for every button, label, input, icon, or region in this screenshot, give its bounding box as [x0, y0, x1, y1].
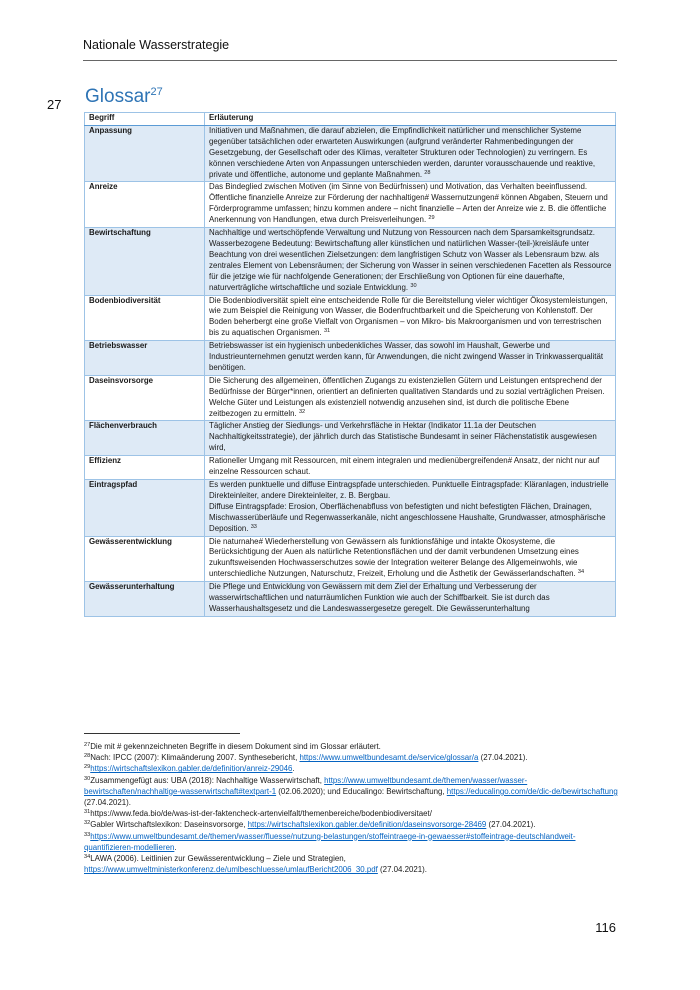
description-paragraph: [209, 582, 612, 615]
footnote-ref[interactable]: 28: [424, 169, 431, 176]
description-text: Die Sicherung des allgemeinen, öffentlichen Zugangs zu existenziellen Gütern und Leistungen entsprechend der Bedürfnisse der Bürger*innen, orientiert an definierten qualitativen Standards und zu sozial verträglichen Preisen. Welche Güter und Leistungen als existenziell notwendig anzusehen sind, ist durch die politische Ebene zeitbezogen zu ermitteln.: [209, 375, 605, 418]
footnote: [84, 752, 618, 763]
description-text: Die Bodenbiodiversität spielt eine entscheidende Rolle für die Bereitstellung vieler wichtiger Ökosystemleistungen, wie zum Beispiel die Reinigung von Wasser, die Bodenfruchtbarkeit und die Speicherung von Kohlenstoff. Der Boden beherbergt eine große Vielfalt von Organismen – von Mikro- bis Makroorganismen und von terrestrischen bis zu aquatischen Organismen.: [209, 295, 608, 338]
glossary-description: [205, 536, 616, 582]
glossary-description: [205, 421, 616, 456]
glossary-description: [205, 182, 616, 228]
footnote: [84, 763, 618, 774]
glossary-header-row: [85, 113, 616, 126]
footnote-text: (02.06.2020); und Educalingo: Bewirtschaftung,: [276, 786, 447, 796]
glossary-description: [205, 456, 616, 480]
page-number: 116: [595, 920, 616, 935]
description-text: Es werden punktuelle und diffuse Eintragspfade unterschieden. Punktuelle Eintragspfade: Kläranlagen, industrielle Direkteinleiter, andere Direkteinleiter, z. B. Bergbau.: [209, 480, 609, 500]
description-paragraph: [209, 376, 612, 420]
footnote-number: 30: [84, 775, 91, 782]
glossary-description: [205, 582, 616, 617]
description-text: Die Pflege und Entwicklung von Gewässern mit dem Ziel der Erhaltung und Verbesserung der wasserwirtschaftlichen und naturräumlichen Funktion wie auch der Schiffbarkeit. Sie ist durch das Wasserhaushaltsgesetz und die Landeswassergesetze geregelt. Die Gewässerunterhaltung: [209, 582, 550, 613]
footnote-link[interactable]: https://wirtschaftslexikon.gabler.de/definition/anreiz-29046: [90, 764, 293, 774]
footnote-text: Gabler Wirtschaftslexikon: Daseinsvorsorge,: [90, 820, 248, 830]
glossary-description: [205, 228, 616, 295]
footnote-number: 32: [84, 820, 91, 827]
footnote-link[interactable]: https://www.umweltbundesamt.de/themen/wasser/fluesse/nutzung-belastungen/stoffeintraege-in-gewaesser#stoffeintrage-deutschlandweit-quantifizieren-modellieren: [84, 831, 576, 852]
footnote: [84, 741, 618, 752]
glossary-row: [85, 536, 616, 582]
glossary-row: [85, 341, 616, 376]
description-paragraph: [209, 421, 612, 454]
glossary-description: [205, 125, 616, 182]
footnote-text: (27.04.2021).: [84, 798, 131, 808]
glossary-table: [84, 112, 616, 617]
footnote-ref[interactable]: 34: [577, 569, 585, 576]
glossary-term: Gewässerunterhaltung: [85, 582, 205, 617]
footnotes: [84, 741, 618, 875]
footnote-link[interactable]: https://www.umweltbundesamt.de/service/glossar/a: [299, 753, 479, 763]
footnote-text: Zusammengefügt aus: UBA (2018): Nachhaltige Wasserwirtschaft,: [90, 775, 325, 785]
glossary-term: Gewässerentwicklung: [85, 536, 205, 582]
description-paragraph: [209, 228, 612, 239]
glossary-description: [205, 480, 616, 537]
glossary-row: [85, 228, 616, 295]
footnote-text: .: [174, 842, 177, 852]
footnote-text: Nach: IPCC (2007): Klimaänderung 2007. Synthesebericht,: [90, 753, 300, 763]
running-header: Nationale Wasserstrategie: [83, 38, 230, 52]
description-text: Rationeller Umgang mit Ressourcen, mit einem integralen und medienübergreifenden# Ansatz, der nicht nur auf einzelne Ressourcen schaut.: [209, 456, 600, 477]
description-paragraph: [209, 456, 612, 478]
section-title-footnote-ref[interactable]: 27: [150, 86, 163, 98]
glossary-description: [205, 375, 616, 421]
description-paragraph: [209, 341, 612, 374]
glossary-row: [85, 456, 616, 480]
section-title-text: Glossar: [85, 86, 151, 107]
footnote-text: .: [292, 764, 295, 774]
column-header-term: Begriff: [85, 113, 205, 126]
footnote-number: 29: [84, 764, 91, 771]
footnote-number: 27: [84, 742, 91, 748]
glossary-row: [85, 421, 616, 456]
section-title: [85, 86, 163, 108]
footnote-number: 31: [84, 809, 91, 816]
glossary-term: Flächenverbrauch: [85, 421, 205, 456]
footnote: [84, 819, 618, 830]
description-text: Nachhaltige und wertschöpfende Verwaltung und Nutzung von Ressourcen nach dem Sparsamkeitsgrundsatz.: [209, 228, 595, 238]
glossary-row: [85, 480, 616, 537]
footnote: [84, 853, 618, 875]
footnote-text: https://www.feda.bio/de/was-ist-der-faktencheck-artenvielfalt/themenbereiche/bodenbiodiversitaet/: [90, 809, 432, 819]
description-text: Die naturnahe# Wiederherstellung von Gewässern als funktionsfähige und intakte Ökosysteme, die Berücksichtigung der Auen als natürliche Retentionsflächen und der damit verbundenen Umsetzung eines zukunftsweisenden Hochwasserschutzes sowie der Integration weiterer Belange des Allgemeinwohls, wie unterschiedliche Nutzungen, Naturschutz, Freizeit, Erholung und die Ästhetik der Gewässerlandschaften.: [209, 536, 579, 579]
description-paragraph: [209, 126, 612, 181]
glossary-row: [85, 375, 616, 421]
description-paragraph: [209, 239, 612, 294]
footnote-text: (27.04.2021).: [486, 820, 536, 830]
footnote-divider: [84, 733, 240, 734]
description-paragraph: [209, 537, 612, 581]
footnote-ref[interactable]: 30: [410, 282, 417, 289]
glossary-body: [85, 125, 616, 616]
footnote-text: LAWA (2006). Leitlinien zur Gewässerentwicklung – Ziele und Strategien,: [90, 854, 346, 864]
footnote-link[interactable]: https://educalingo.com/de/dic-de/bewirtschaftung: [446, 786, 618, 796]
footnote-link[interactable]: https://wirtschaftslexikon.gabler.de/definition/daseinsvorsorge-28469: [247, 820, 487, 830]
glossary-row: [85, 582, 616, 617]
footnote-text: (27.04.2021).: [377, 865, 427, 875]
description-text: Betriebswasser ist ein hygienisch unbedenkliches Wasser, das sowohl im Haushalt, Gewerbe und Industrieunternehmen genutzt werden kann, für Anwendungen, die nicht zwingend Wasser in Trinkwasserqualität benötigen.: [209, 341, 604, 372]
footnote-text: Die mit # gekennzeichneten Begriffe in diesem Dokument sind im Glossar erläutert.: [90, 742, 381, 751]
glossary-term: Effizienz: [85, 456, 205, 480]
footnote-link[interactable]: https://www.umweltbundesamt.de/themen/wasser/wasser-bewirtschaften/nachhaltige-wasserwirtschaft#textpart-1: [84, 775, 528, 796]
glossary-description: [205, 341, 616, 376]
description-paragraph: [209, 480, 612, 502]
glossary-row: [85, 295, 616, 341]
footnote: [84, 831, 618, 853]
footnote-text: (27.04.2021).: [478, 753, 528, 763]
glossary-term: Betriebswasser: [85, 341, 205, 376]
description-text: Wasserbezogene Bedeutung: Bewirtschaftung aller künstlichen und natürlichen Wasser-(teil-)kreisläufe unter Beachtung von drei wesentlichen Zielsetzungen: dem langfristigen Schutz von Wasser als Lebensraum bzw. als zentrales Element von Lebensräumen; der Sicherung von Wasser in seinen verschiedenen Facetten als Ressource für die jetzige wie für nachfolgende Generationen; der Erschließung von Optionen für eine dauerhafte, naturverträgliche wirtschaftliche und soziale Entwicklung.: [209, 238, 612, 292]
description-paragraph: [209, 182, 612, 226]
description-text: Initiativen und Maßnahmen, die darauf abzielen, die Empfindlichkeit natürlicher und menschlicher Systeme gegenüber tatsächlichen oder erwarteten Auswirkungen (aufgrund veränderter Rahmenbedingungen der Gesetzgebung, der Gesellschaft oder des Klimas, veralteter Strukturen oder Technologien) zu verringern. Es können verschiedene Arten von Anpassungen unterschieden werden, darunter vorausschauende und reaktive, private und öffentliche, autonome und geplante Maßnahmen.: [209, 125, 596, 179]
description-text: Täglicher Anstieg der Siedlungs- und Verkehrsfläche in Hektar (Indikator 11.1a der Deutschen Nachhaltigkeitsstrategie), der jährlich durch das Statistische Bundesamt in seiner Flächenstatistik ausgewiesen wird,: [209, 421, 597, 453]
glossary-term: Anreize: [85, 182, 205, 228]
glossary-term: Bewirtschaftung: [85, 228, 205, 295]
footnote-link[interactable]: https://www.umweltministerkonferenz.de/umlbeschluesse/umlaufBericht2006_30.pdf: [84, 865, 378, 875]
footnote-ref[interactable]: 32: [298, 408, 306, 415]
footnote-number: 33: [84, 831, 91, 838]
glossary-term: Anpassung: [85, 125, 205, 182]
footnote: [84, 775, 618, 809]
footnote: [84, 808, 618, 819]
section-number: 27: [47, 97, 62, 112]
glossary-term: Bodenbiodiversität: [85, 295, 205, 341]
footnote-ref[interactable]: 29: [428, 215, 435, 222]
glossary-row: [85, 125, 616, 182]
glossary-description: [205, 295, 616, 341]
footnote-number: 34: [84, 854, 91, 861]
description-paragraph: [209, 296, 612, 340]
description-paragraph: [209, 502, 612, 535]
column-header-description: Erläuterung: [205, 113, 616, 126]
description-text: Diffuse Eintragspfade: Erosion, Oberflächenabfluss von befestigten und nicht befestigten Flächen, Drainagen, Mischwasserüberläufe und Regenwasserkanäle, nicht angeschlossene Haushalte, Grundwasser, atmosphärische Deposition.: [209, 501, 606, 533]
glossary-term: Daseinsvorsorge: [85, 375, 205, 421]
footnote-ref[interactable]: 31: [323, 328, 331, 335]
footnote-number: 28: [84, 753, 91, 760]
description-text: Das Bindeglied zwischen Motiven (im Sinne von Bedürfnissen) und Motivation, das Verhalten beeinflussend. Öffentliche finanzielle Anreize zur Förderung der nachhaltigen# Wassernutzungen# können Abgaben, Steuern und Förderprogramme umfassen; hinzu kommen andere – nicht finanzielle – Arten der Anreize wie z. B. die öffentliche Anerkennung von Handlungen, etwa durch Preisverleihungen.: [209, 182, 608, 225]
footnote-ref[interactable]: 33: [250, 523, 257, 530]
header-divider: [83, 60, 617, 61]
glossary-row: [85, 182, 616, 228]
glossary-term: Eintragspfad: [85, 480, 205, 537]
